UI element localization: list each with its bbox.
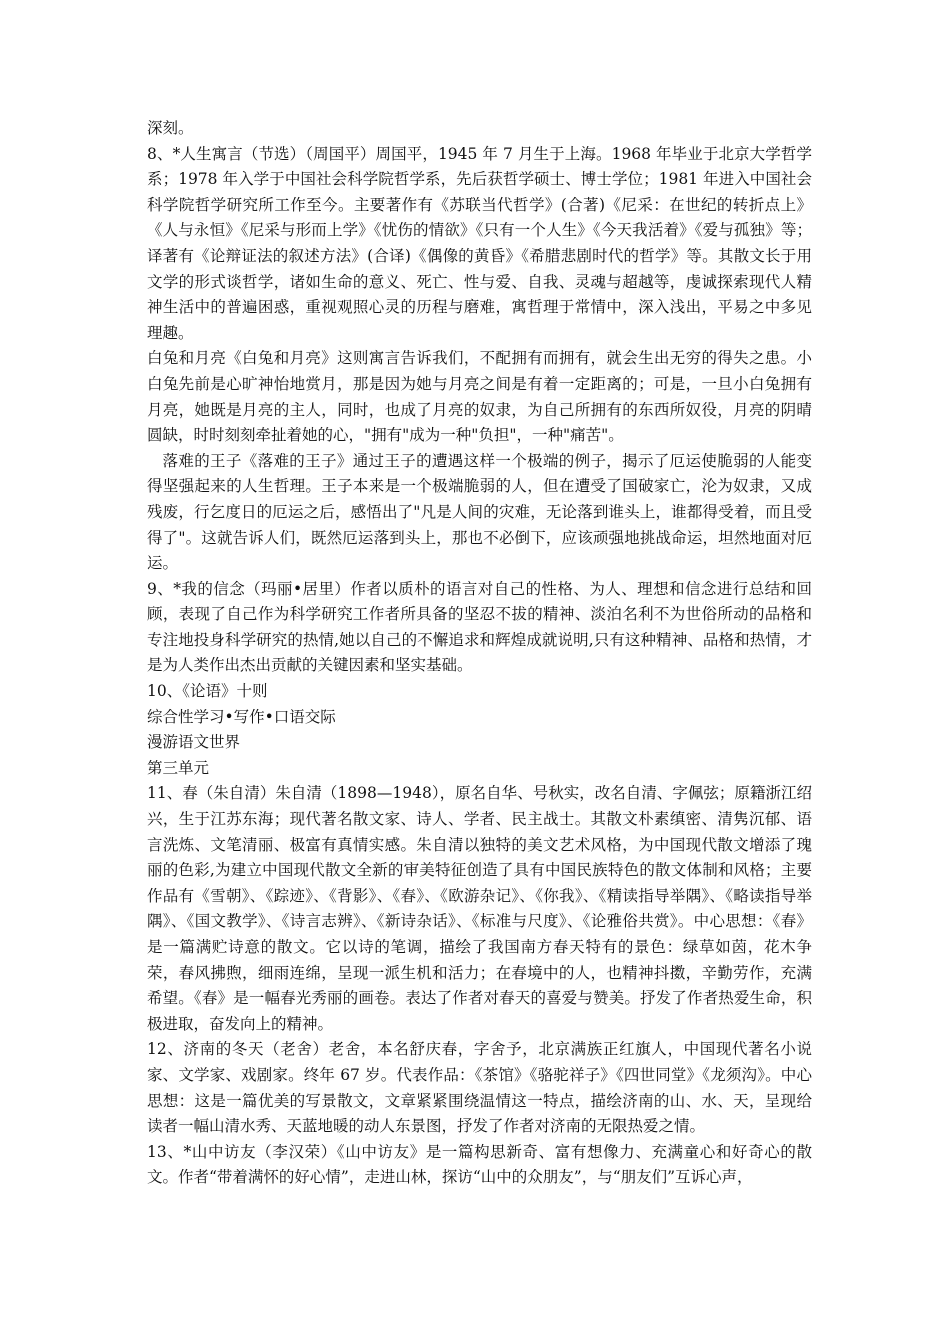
heading-language-world: 漫游语文世界: [147, 733, 241, 752]
paragraph-spring: 11、春（朱自清）朱自清（1898—1948），原名自华、号秋实，改名自清、字佩弦；原籍浙江绍兴，生于江苏东海；现代著名散文家、诗人、学者、民主战士。其散文朴素缜密、清隽沉郁、语言洗炼、文笔清丽、极富有真情实感。朱自清以独特的美文艺术风格，为中国现代散文增添了瑰丽的色彩,为建立中国现代散文全新的审美特征创造了具有中国民族特色的散文体制和风格；主要作品有《雪朝》、《踪迹》、《背影》、《春》、《欧游杂记》、《你我》、《精读指导举隅》、《略读指导举隅》、《国文教学》、《诗言志辨》、《新诗杂话》、《标准与尺度》、《论雅俗共赏》。中心思想：《春》是一篇满贮诗意的散文。它以诗的笔调，描绘了我国南方春天特有的景色：绿草如茵，花木争荣，春风拂煦，细雨连绵，呈现一派生机和活力；在春境中的人，也精神抖擞，辛勤劳作，充满希望。《春》是一幅春光秀丽的画卷。表达了作者对春天的喜爱与赞美。抒发了作者热爱生命，积极进取，奋发向上的精神。: [147, 784, 812, 1033]
paragraph-life-fable: 8、*人生寓言（节选）（周国平）周国平，1945 年 7 月生于上海。1968 年毕业于北京大学哲学系；1978 年入学于中国社会科学院哲学系，先后获哲学硕士、博士学位；1981 年进入中国社会科学院哲学研究所工作至今。主要著作有《苏联当代哲学》(合著)《尼采：在世纪的转折点上》《人与永恒》《尼采与形而上学》《忧伤的情欲》《只有一个人生》《今天我活着》《爱与孤独》等；译著有《论辩证法的叙述方法》(合译)《偶像的黄昏》《希腊悲剧时代的哲学》等。其散文长于用文学的形式谈哲学，诸如生命的意义、死亡、性与爱、自我、灵魂与超越等，虔诚探索现代人精神生活中的普遍困惑，重视观照心灵的历程与磨难，寓哲理于常情中，深入浅出，平易之中多见理趣。: [147, 144, 812, 342]
paragraph-mountain-visit: 13、*山中访友（李汉荣）《山中访友》是一篇构思新奇、富有想像力、充满童心和好奇心的散文。作者“带着满怀的好心情”，走进山林，探访“山中的众朋友”，与“朋友们”互诉心声，: [147, 1142, 812, 1187]
document-page: [147, 116, 812, 1191]
paragraph-fallen-prince: 落难的王子《落难的王子》通过王子的遭遇这样一个极端的例子，揭示了厄运使脆弱的人能变得坚强起来的人生哲理。王子本来是一个极端脆弱的人，但在遭受了国破家亡，沦为奴隶，又成残废，行乞度日的厄运之后，感悟出了"凡是人间的灾难，无论落到谁头上，谁都得受着，而且受得了"。这就告诉人们，既然厄运落到头上，那也不必倒下，应该顽强地挑战命运，坦然地面对厄运。: [147, 451, 812, 573]
paragraph-my-belief: 9、*我的信念（玛丽•居里）作者以质朴的语言对自己的性格、为人、理想和信念进行总结和回顾，表现了自己作为科学研究工作者所具备的坚忍不拔的精神、淡泊名利不为世俗所动的品格和专注地投身科学研究的热情,她以自己的不懈追求和辉煌成就说明,只有这种精神、品格和热情，才是为人类作出杰出贡献的关键因素和坚实基础。: [147, 579, 812, 675]
heading-unit-three: 第三单元: [147, 758, 210, 777]
paragraph-fragment: 深刻。: [147, 119, 194, 137]
paragraph-jinan-winter: 12、济南的冬天（老舍）老舍，本名舒庆春，字舍予，北京满族正红旗人，中国现代著名小说家、文学家、戏剧家。终年 67 岁。代表作品：《茶馆》《骆驼祥子》《四世同堂》《龙须沟》。中心思想：这是一篇优美的写景散文，文章紧紧围绕温情这一特点，描绘济南的山、水、天，呈现给读者一幅山清水秀、天蓝地暖的动人东景图，抒发了作者对济南的无限热爱之情。: [147, 1040, 812, 1136]
heading-analects: 10、《论语》十则: [147, 682, 268, 701]
heading-comprehensive-study: 综合性学习•写作•口语交际: [147, 707, 336, 726]
paragraph-white-rabbit: 白兔和月亮《白兔和月亮》这则寓言告诉我们，不配拥有而拥有，就会生出无穷的得失之患。小白兔先前是心旷神怡地赏月，那是因为她与月亮之间是有着一定距离的；可是，一旦小白兔拥有月亮，她既是月亮的主人，同时，也成了月亮的奴隶，为自己所拥有的东西所奴役，月亮的阴晴圆缺，时时刻刻牵扯着她的心，"拥有"成为一种"负担"，一种"痛苦"。: [147, 349, 812, 445]
